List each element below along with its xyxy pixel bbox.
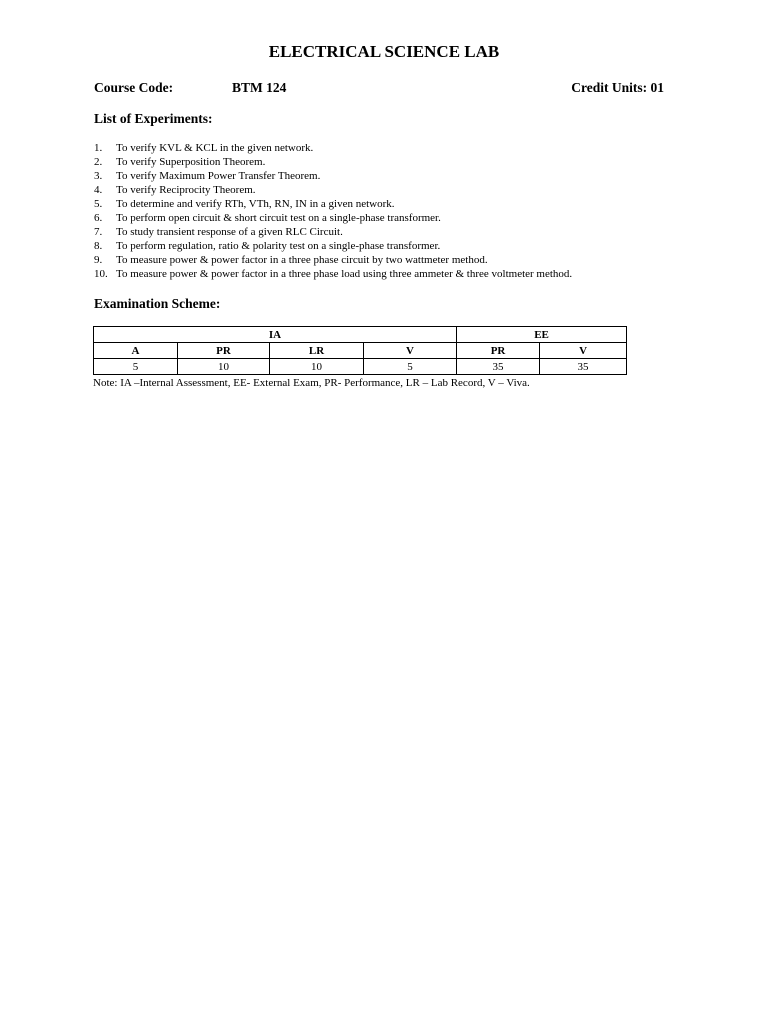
- list-item-text: To verify Superposition Theorem.: [116, 156, 266, 168]
- exam-scheme-table: [93, 326, 627, 375]
- list-item-text: To determine and verify RTh, VTh, RN, IN in a given network.: [116, 198, 395, 210]
- list-item-text: To measure power & power factor in a three phase circuit by two wattmeter method.: [116, 254, 488, 266]
- exam-scheme-heading: Examination Scheme:: [94, 296, 221, 311]
- column-header: V: [364, 343, 457, 359]
- page-title: ELECTRICAL SCIENCE LAB: [268, 42, 500, 61]
- table-cell: 35: [540, 359, 627, 375]
- table-group-row: [94, 327, 627, 343]
- list-item-number: 8.: [94, 240, 103, 252]
- table-cell: 5: [94, 359, 178, 375]
- list-item: [94, 267, 694, 281]
- table-cell: 35: [457, 359, 540, 375]
- list-item-number: 2.: [94, 156, 103, 168]
- list-item: [94, 239, 694, 253]
- table-header-row: [94, 343, 627, 359]
- list-item-number: 6.: [94, 212, 103, 224]
- column-header: V: [540, 343, 627, 359]
- credit-units: Credit Units: 01: [571, 80, 664, 95]
- list-item: [94, 141, 694, 155]
- abbreviation-note: Note: IA –Internal Assessment, EE- External Exam, PR- Performance, LR – Lab Record, V – Viva.: [93, 377, 530, 389]
- list-item-text: To perform open circuit & short circuit test on a single-phase transformer.: [116, 212, 441, 224]
- list-item-number: 1.: [94, 142, 103, 154]
- column-header: PR: [178, 343, 270, 359]
- course-info-row: [94, 80, 664, 98]
- list-item: [94, 169, 694, 183]
- list-item: [94, 211, 694, 225]
- list-item-text: To measure power & power factor in a three phase load using three ammeter & three voltmeter method.: [116, 268, 573, 280]
- list-item-number: 4.: [94, 184, 103, 196]
- list-item-text: To verify Maximum Power Transfer Theorem.: [116, 170, 321, 182]
- list-item-number: 7.: [94, 226, 103, 238]
- list-item-number: 3.: [94, 170, 103, 182]
- experiments-list: [94, 141, 694, 281]
- list-item: [94, 183, 694, 197]
- list-item-number: 10.: [94, 268, 108, 280]
- list-item-text: To perform regulation, ratio & polarity test on a single-phase transformer.: [116, 240, 441, 252]
- list-item-text: To study transient response of a given RLC Circuit.: [116, 226, 343, 238]
- group-header-ia: IA: [94, 327, 457, 343]
- table-cell: 10: [178, 359, 270, 375]
- table-row: [94, 359, 627, 375]
- group-header-ee: EE: [457, 327, 627, 343]
- course-code-label: Course Code:: [94, 80, 174, 95]
- list-item-text: To verify KVL & KCL in the given network.: [116, 142, 314, 154]
- list-item: [94, 253, 694, 267]
- column-header: PR: [457, 343, 540, 359]
- table-cell: 10: [270, 359, 364, 375]
- table-cell: 5: [364, 359, 457, 375]
- column-header: A: [94, 343, 178, 359]
- column-header: LR: [270, 343, 364, 359]
- list-item: [94, 197, 694, 211]
- course-code-value: BTM 124: [232, 80, 287, 95]
- list-item-text: To verify Reciprocity Theorem.: [116, 184, 256, 196]
- list-item: [94, 155, 694, 169]
- experiments-heading: List of Experiments:: [94, 111, 213, 126]
- list-item: [94, 225, 694, 239]
- list-item-number: 5.: [94, 198, 103, 210]
- list-item-number: 9.: [94, 254, 103, 266]
